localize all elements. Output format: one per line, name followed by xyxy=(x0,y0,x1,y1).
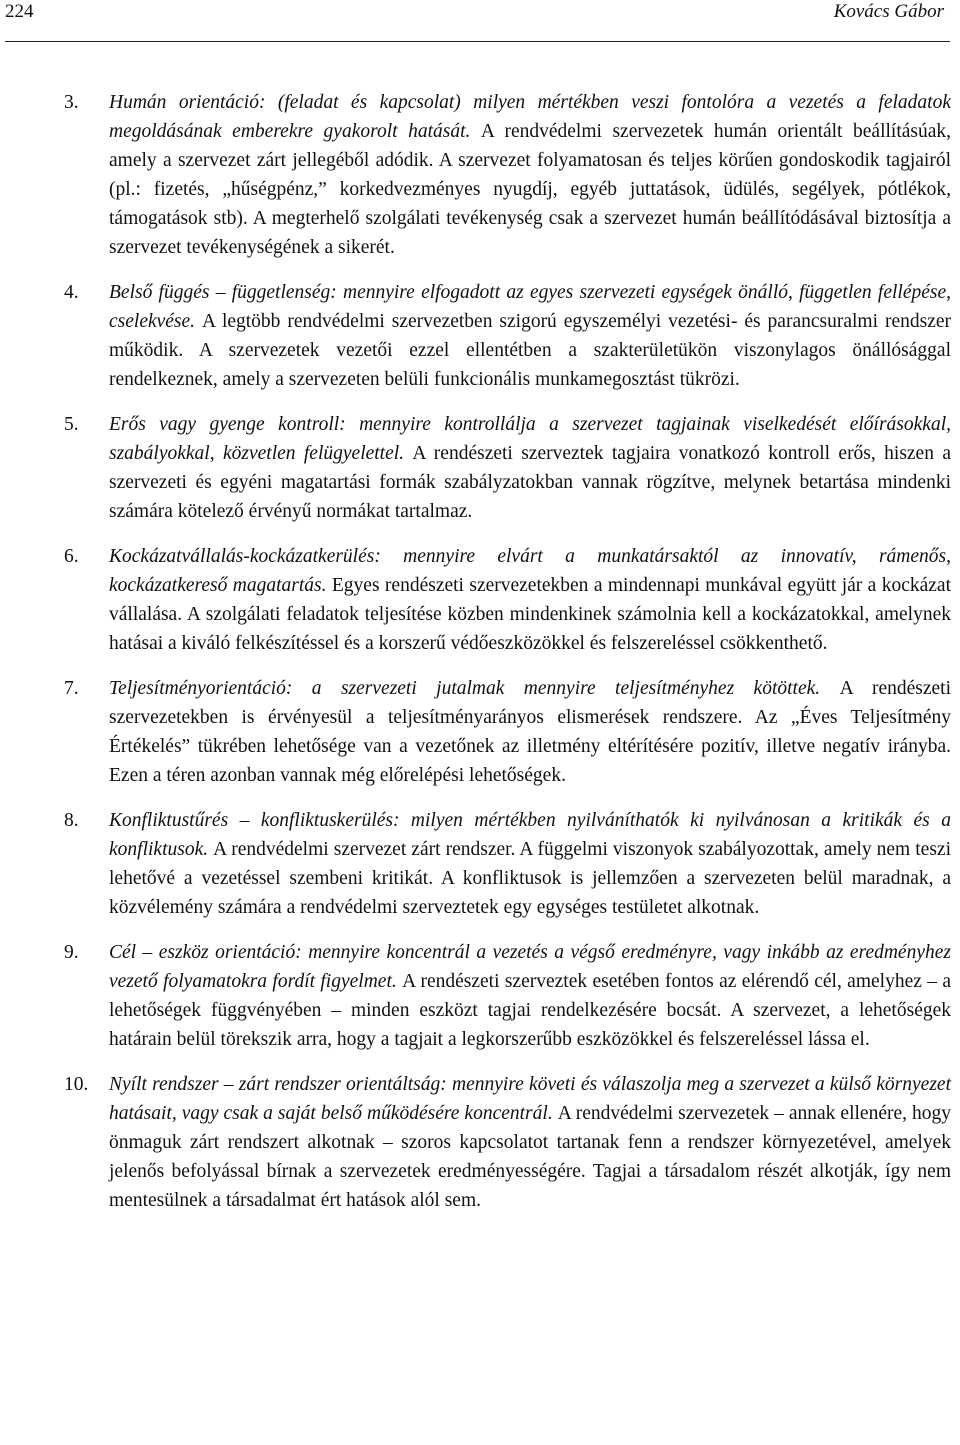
item-number: 3. xyxy=(64,92,79,113)
header-rule xyxy=(5,41,950,42)
item-number: 7. xyxy=(64,678,79,699)
item-definition: Humán orientáció: (feladat és kapcsolat) milyen mértékben veszi fontolóra a vezetés a feladatok megoldásának emberekre gyakorolt hatását. xyxy=(109,92,951,142)
list-item xyxy=(0,410,960,526)
item-number: 6. xyxy=(64,546,79,567)
item-number: 10. xyxy=(64,1074,89,1095)
item-definition: Erős vagy gyenge kontroll: mennyire kontrollálja a szervezet tagjainak viselkedését előírásokkal, szabályokkal, közvetlen felügyelettel. xyxy=(109,414,951,464)
numbered-list xyxy=(0,88,960,1231)
item-definition: Kockázatvállalás-kockázatkerülés: mennyire elvárt a munkatársaktól az innovatív, rámenős, kockázatkereső magatartás. xyxy=(109,546,951,596)
item-text: A rendészeti szervezetekben is érvényesül a teljesítményarányos elismerések rendszere. Az „Éves Teljesítmény Értékelés” tükrében lehetősége van a vezetőnek az illetmény eltérítésére pozitív, illetve negatív irányba. Ezen a téren azonban vannak még előrelépési lehetőségek. xyxy=(109,678,952,786)
page-number: 224 xyxy=(5,1,34,22)
item-definition: Cél – eszköz orientáció: mennyire koncentrál a vezetés a végső eredményre, vagy inkább az eredményhez vezető folyamatokra fordít figyelmet. xyxy=(109,942,951,992)
list-item xyxy=(0,1070,960,1215)
running-head-author: Kovács Gábor xyxy=(833,1,944,22)
item-text: A rendészeti szerveztek esetében fontos az elérendő cél, amelyhez – a lehetőségek függvényében – minden eszközt tagjai rendelkezésére bocsát. A szervezet, a lehetőségek határain belül törekszik arra, hogy a tagjait a legkorszerűbb eszközökkel és felszereléssel lássa el. xyxy=(109,971,951,1050)
list-item xyxy=(0,88,960,262)
item-text: A rendvédelmi szervezet zárt rendszer. A függelmi viszonyok szabályozottak, amely nem teszi lehetővé a vezetéssel szembeni kritikát. A konfliktusok is jellemzően a szervezeten belül maradnak, a közvélemény számára a rendvédelmi szerveztetek egy egységes testületet alkotnak. xyxy=(109,839,951,918)
item-text: Egyes rendészeti szervezetekben a mindennapi munkával együtt jár a kockázat vállalása. A szolgálati feladatok teljesítése közben mindenkinek számolnia kell a kockázatokkal, amelynek hatásai a kiváló felkészítéssel és a korszerű védőeszközökkel és felszereléssel csökkenthető. xyxy=(109,575,951,654)
list-item xyxy=(0,674,960,790)
item-text: A rendvédelmi szervezetek humán orientált beállításúak, amely a szervezet zárt jellegéből adódik. A szervezet folyamatosan és teljes körűen gondoskodik tagjairól (pl.: fizetés, „hűségpénz,” korkedvezményes nyugdíj, egyéb juttatások, üdülés, segélyek, pótlékok, támogatások stb). A megterhelő szolgálati tevékenység csak a szervezet humán beállítódásával biztosítja a szervezet tevékenységének a sikerét. xyxy=(109,121,952,258)
item-text: A rendvédelmi szervezetek – annak ellenére, hogy önmaguk zárt rendszert alkotnak – szoros kapcsolatot tartanak fenn a rendszer környezetével, amelyek jelenős befolyással bírnak a szervezetek eredményességére. Tagjai a társadalom részét alkotják, így nem mentesülnek a társadalmat ért hatások alól sem. xyxy=(109,1103,951,1211)
item-text: A rendészeti szerveztek tagjaira vonatkozó kontroll erős, hiszen a szervezeti és egyéni magatartási formák szabályzatokban vannak rögzítve, melynek betartása mindenki számára kötelező érvényű normákat tartalmaz. xyxy=(109,443,951,522)
list-item xyxy=(0,806,960,922)
item-number: 9. xyxy=(64,942,79,963)
item-text: A legtöbb rendvédelmi szervezetben szigorú egyszemélyi vezetési- és parancsuralmi rendszer működik. A szervezetek vezetői ezzel ellentétben a szakterületükön viszonylagos önállósággal rendelkeznek, amely a szervezeten belüli funkcionális munkamegosztást tükrözi. xyxy=(109,311,951,390)
item-definition: Nyílt rendszer – zárt rendszer orientáltság: mennyire követi és válaszolja meg a szervezet a külső környezet hatásait, vagy csak a saját belső működésére koncentrál. xyxy=(109,1074,951,1124)
item-number: 8. xyxy=(64,810,79,831)
item-number: 4. xyxy=(64,282,79,303)
item-definition: Teljesítményorientáció: a szervezeti jutalmak mennyire teljesítményhez kötöttek. xyxy=(109,678,840,699)
list-item xyxy=(0,542,960,658)
page-header xyxy=(0,0,960,44)
item-number: 5. xyxy=(64,414,79,435)
item-definition: Belső függés – függetlenség: mennyire elfogadott az egyes szervezeti egységek önálló, független fellépése, cselekvése. xyxy=(109,282,951,332)
list-item xyxy=(0,938,960,1054)
item-definition: Konfliktustűrés – konfliktuskerülés: milyen mértékben nyilváníthatók ki nyilvánosan a kritikák és a konfliktusok. xyxy=(109,810,951,860)
list-item xyxy=(0,278,960,394)
